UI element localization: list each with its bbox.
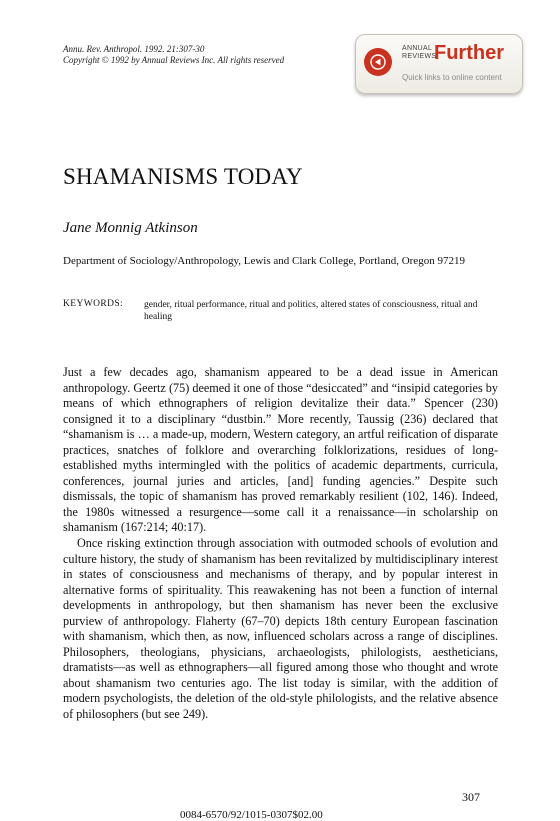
- annual-reviews-further-badge[interactable]: [355, 34, 523, 94]
- copyright-notice: Copyright © 1992 by Annual Reviews Inc. All rights reserved: [63, 55, 285, 65]
- author-affiliation: Department of Sociology/Anthropology, Lewis and Clark College, Portland, Oregon 97219: [63, 255, 465, 267]
- badge-subtitle: Quick links to online content: [402, 73, 502, 82]
- journal-citation: Annu. Rev. Anthropol. 1992. 21:307-30: [63, 44, 205, 54]
- keywords-list: gender, ritual performance, ritual and politics, altered states of consciousness, ritual and healing: [144, 300, 478, 322]
- badge-brand: [402, 45, 436, 61]
- article-body: [63, 365, 498, 723]
- badge-brand-line1: ANNUAL: [402, 45, 433, 52]
- body-paragraph-2: Once risking extinction through association with outmoded schools of evolution and culture history, the study of shamanism has been revitalized by multidisciplinary interest in states of consciousness and mechanisms of therapy, and by popular interest in alternative forms of spirituality. This reawakening has not been a function of internal developments in anthropology, but then shamanism has never been the exclusive purview of anthropology. Flaherty (67–70) depicts 18th century European fascination with shamanism, which then, as now, influenced scholars across a range of disciplines. Philosophers, theologians, physicians, archaeologists, philologists, aestheticians, dramatists—as well as ethnographers—all figured among those who thought and wrote about shamanism two centuries ago. The list today is similar, with the addition of modern psychologists, the deletion of the old-style philologists, and the relative absence of philosophers (but see 249).: [63, 536, 498, 722]
- body-paragraph-1: Just a few decades ago, shamanism appeared to be a dead issue in American anthropology. Geertz (75) deemed it one of those “desiccated” and “insipid categories by means of which ethnographers of religion devitalize their data.” Spencer (230) consigned it to a disciplinary “dustbin.” More recently, Taussig (236) declared that “shamanism is … a made-up, modern, Western category, an artful reification of disparate practices, snatches of folklore and overarching folklorizations, residues of long-established myths intermingled with the politics of academic departments, curricula, conferences, journal juries and articles, [and] funding agencies.” Despite such dismissals, the topic of shamanism has proved remarkably resilient (102, 146). Indeed, the 1980s witnessed a resurgence—some call it a renaissance—in scholarship on shamanism (167:214; 40:17).: [63, 365, 498, 535]
- page-number: 307: [462, 790, 480, 804]
- keywords-label: KEYWORDS:: [63, 299, 124, 309]
- badge-further-word: Further: [434, 42, 504, 64]
- badge-brand-line2: REVIEWS: [402, 53, 437, 60]
- issn-code: 0084-6570/92/1015-0307$02.00: [180, 809, 323, 821]
- article-author: Jane Monnig Atkinson: [63, 220, 198, 236]
- article-title: SHAMANISMS TODAY: [63, 164, 303, 189]
- play-left-icon: [364, 48, 392, 76]
- journal-header: [63, 44, 284, 66]
